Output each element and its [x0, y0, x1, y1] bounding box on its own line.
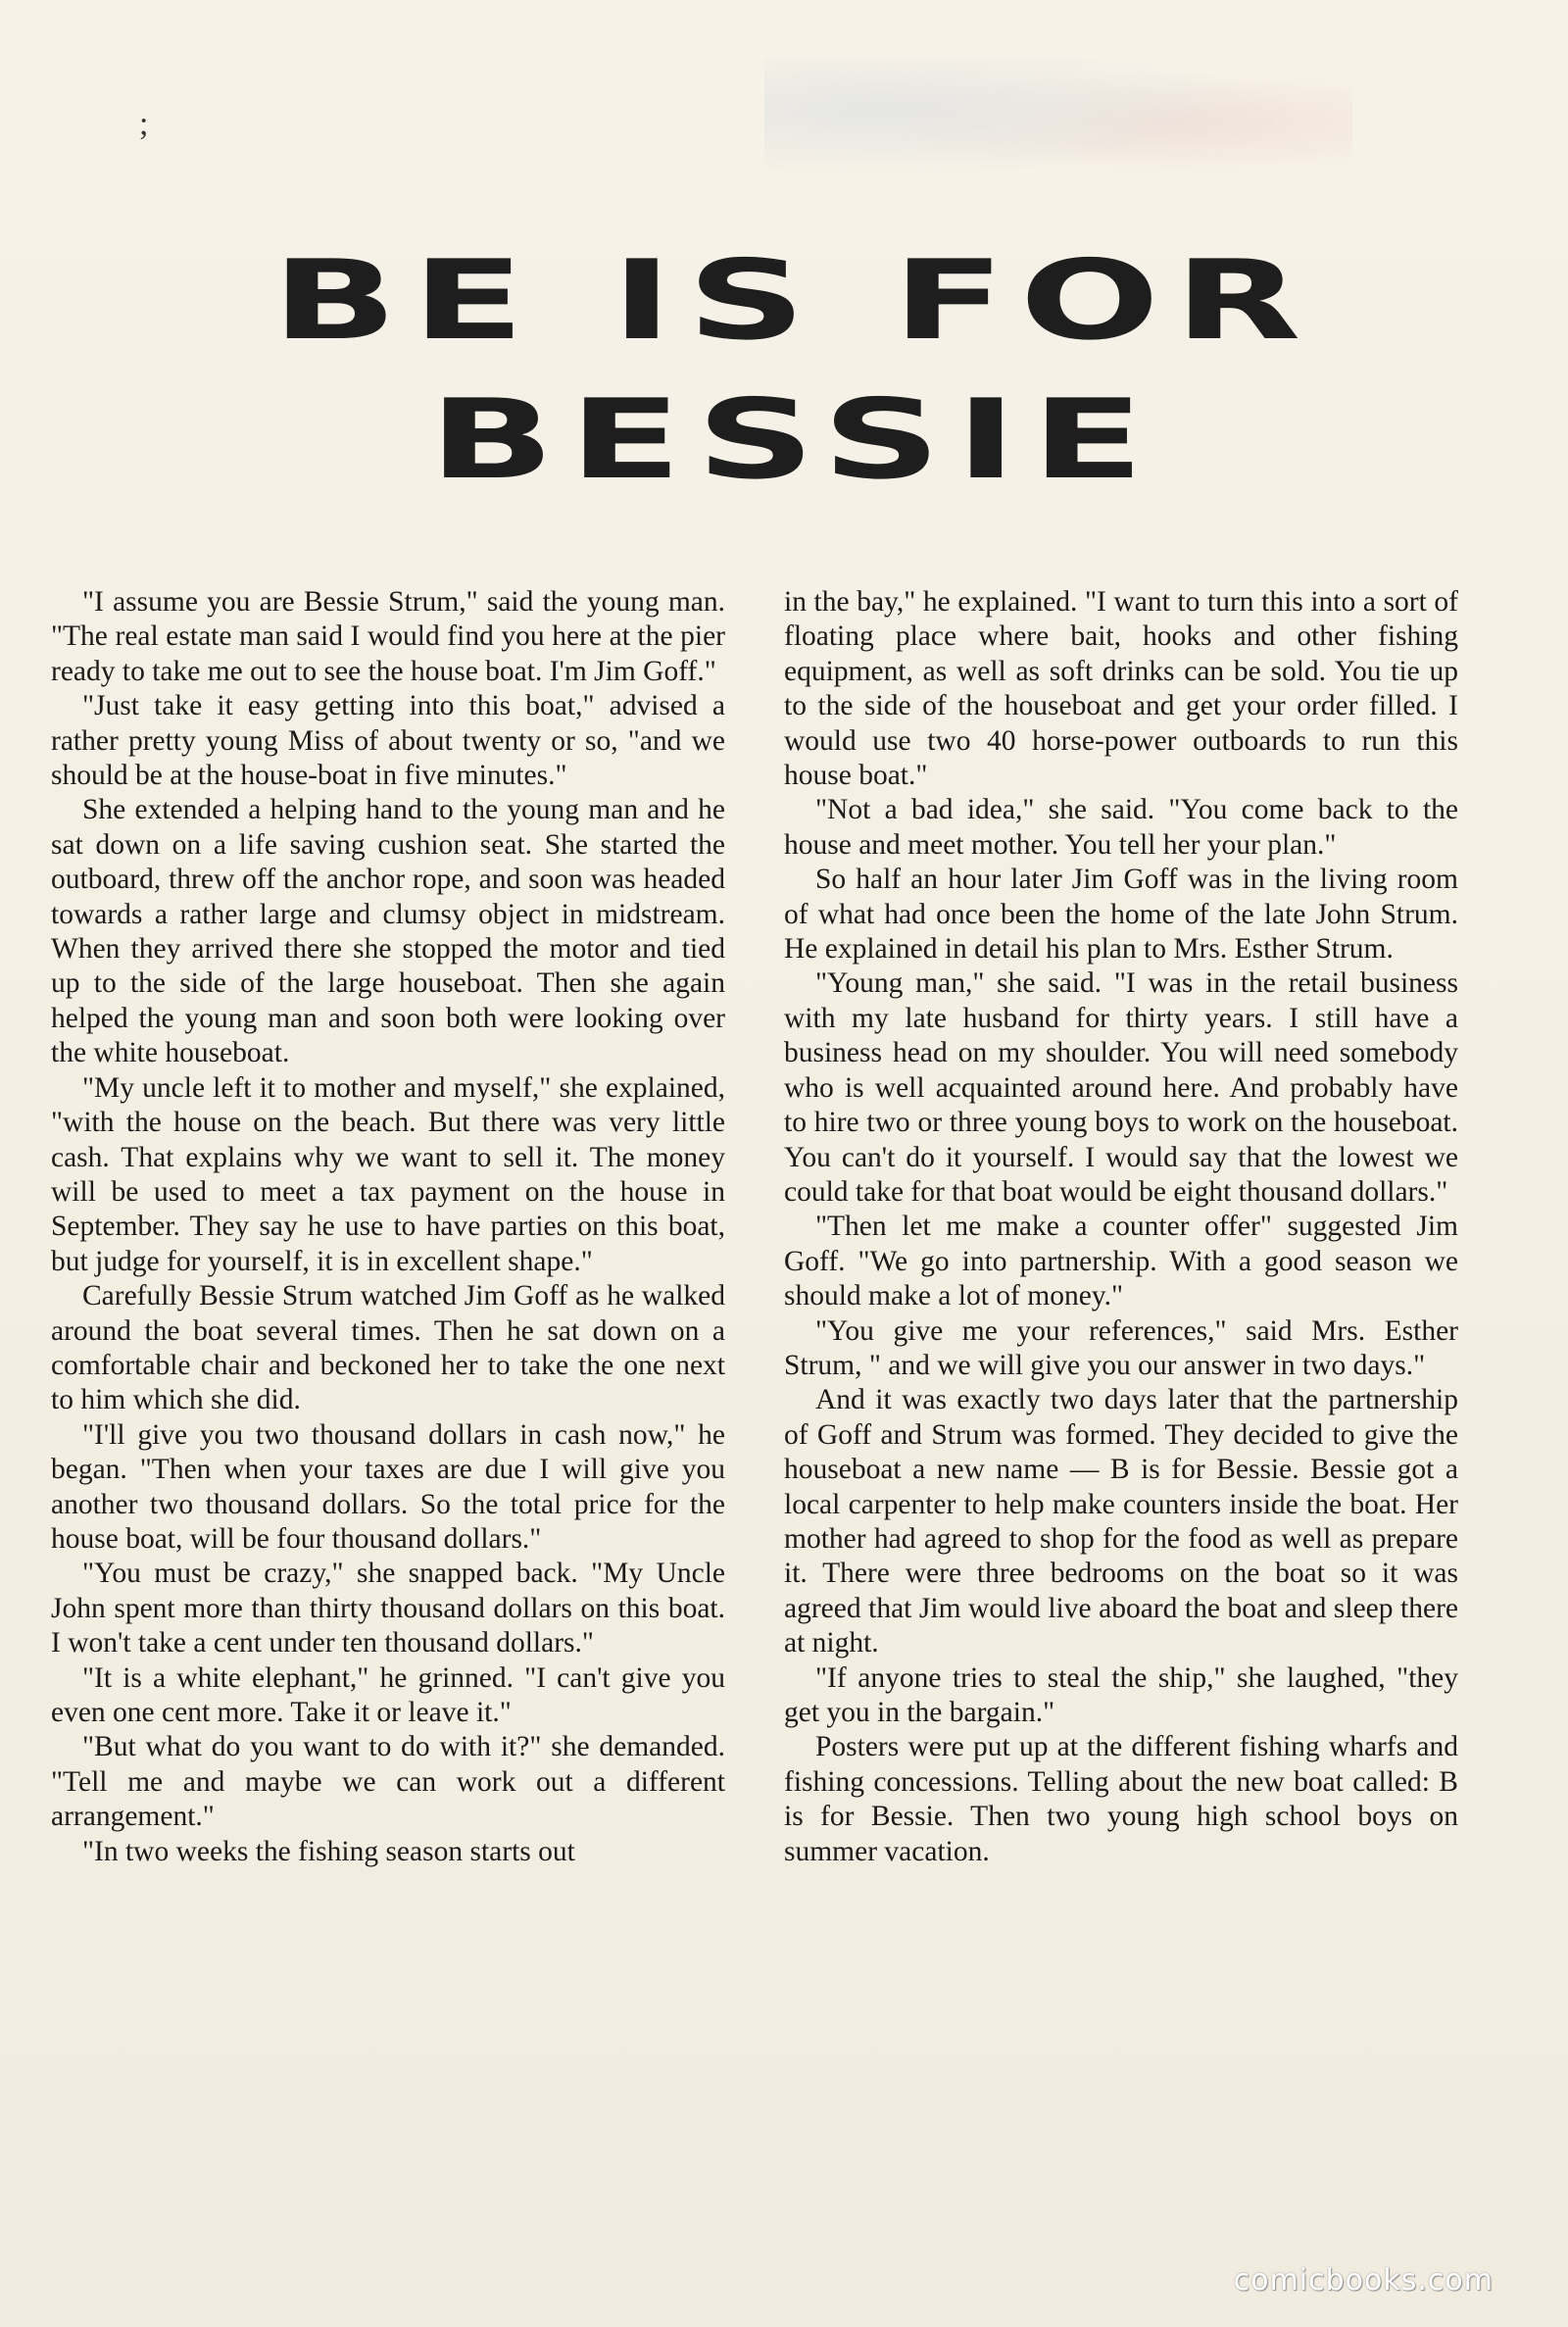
- bleed-through-shadow: [764, 59, 1352, 186]
- text-column-left: [51, 585, 725, 1869]
- paragraph: "If anyone tries to steal the ship," she laughed, "they get you in the bargain.": [784, 1661, 1458, 1728]
- paragraph: "In two weeks the fishing season starts out: [82, 1835, 575, 1867]
- paragraph: And it was exactly two days later that the partnership of Goff and Strum was formed. They decided to give the houseboat a new name — B is for Bessie. Bessie got a local carpenter to help make counters inside the boat. Her mother had agreed to shop for the food as well as prepare it. There were three bedrooms on the boat so it was agreed that Jim would live aboard the boat and sleep there at night.: [784, 1384, 1458, 1659]
- corner-mark: ;: [139, 106, 149, 142]
- paragraph: Carefully Bessie Strum watched Jim Goff as he walked around the boat several times. Then he sat down on a comfortable chair and beckoned her to take the one next to him which she did.: [51, 1280, 725, 1416]
- paragraph-continued: in the bay," he explained. "I want to turn this into a sort of floating place where bait, hooks and other fishing equipment, as well as soft drinks can be sold. You tie up to the side of the houseboat and get your order filled. I would use two 40 horse-power outboards to run this house boat.": [784, 586, 1458, 792]
- paragraph: "You give me your references," said Mrs. Esther Strum, " and we will give you our answer in two days.": [784, 1314, 1458, 1381]
- paragraph: "It is a white elephant," he grinned. "I can't give you even one cent more. Take it or leave it.": [51, 1661, 725, 1728]
- site-watermark: comicbooks.com: [1233, 2263, 1494, 2298]
- paragraph: "My uncle left it to mother and myself," she explained, "with the house on the beach. But there was very little cash. That explains why we want to sell it. The money will be used to meet a tax payment on the house in September. They say he use to have parties on this boat, but judge for yourself, it is in excellent shape.": [51, 1071, 725, 1277]
- paragraph: "You must be crazy," she snapped back. "My Uncle John spent more than thirty thousand dollars on this boat. I won't take a cent under ten thousand dollars.": [51, 1558, 725, 1659]
- paragraph: So half an hour later Jim Goff was in the living room of what had once been the home of the late John Strum. He explained in detail his plan to Mrs. Esther Strum.: [784, 864, 1458, 965]
- title-line-2: BESSIE: [428, 376, 1159, 505]
- story-title: [0, 235, 1568, 507]
- paragraph: "I'll give you two thousand dollars in cash now," he began. "Then when your taxes are due I will give you another two thousand dollars. So the total price for the house boat, will be four thousand dollars.": [51, 1418, 725, 1555]
- paragraph: "But what do you want to do with it?" she demanded. "Tell me and maybe we can work out a different arrangement.": [51, 1731, 725, 1833]
- paragraph: "Young man," she said. "I was in the retail business with my late husband for thirty years. I still have a business head on my shoulder. You will need somebody who is well acquainted around here. And probably have to hire two or three young boys to work on the houseboat. You can't do it yourself. I would say that the lowest we could take for that boat would be eight thousand dollars.": [784, 967, 1458, 1208]
- title-line-1: BE IS FOR: [271, 237, 1316, 365]
- text-column-right: [784, 585, 1458, 1869]
- paragraph: Posters were put up at the different fishing wharfs and fishing concessions. Telling about the new boat called: B is for Bessie. Then two young high school boys on summer vacation.: [784, 1731, 1458, 1867]
- paragraph: "Not a bad idea," she said. "You come back to the house and meet mother. You tell her your plan.": [784, 794, 1458, 861]
- paragraph: She extended a helping hand to the young man and he sat down on a life saving cushion seat. She started the outboard, threw off the anchor rope, and soon was headed towards a rather large and clumsy object in midstream. When they arrived there she stopped the motor and tied up to the side of the large houseboat. Then she again helped the young man and soon both were looking over the white houseboat.: [51, 794, 725, 1069]
- paragraph: "I assume you are Bessie Strum," said the young man. "The real estate man said I would find you here at the pier ready to take me out to see the house boat. I'm Jim Goff.": [51, 586, 725, 687]
- paragraph: "Just take it easy getting into this boat," advised a rather pretty young Miss of about twenty or so, "and we should be at the house-boat in five minutes.": [51, 690, 725, 792]
- paragraph: "Then let me make a counter offer" suggested Jim Goff. "We go into partnership. With a good season we should make a lot of money.": [784, 1211, 1458, 1312]
